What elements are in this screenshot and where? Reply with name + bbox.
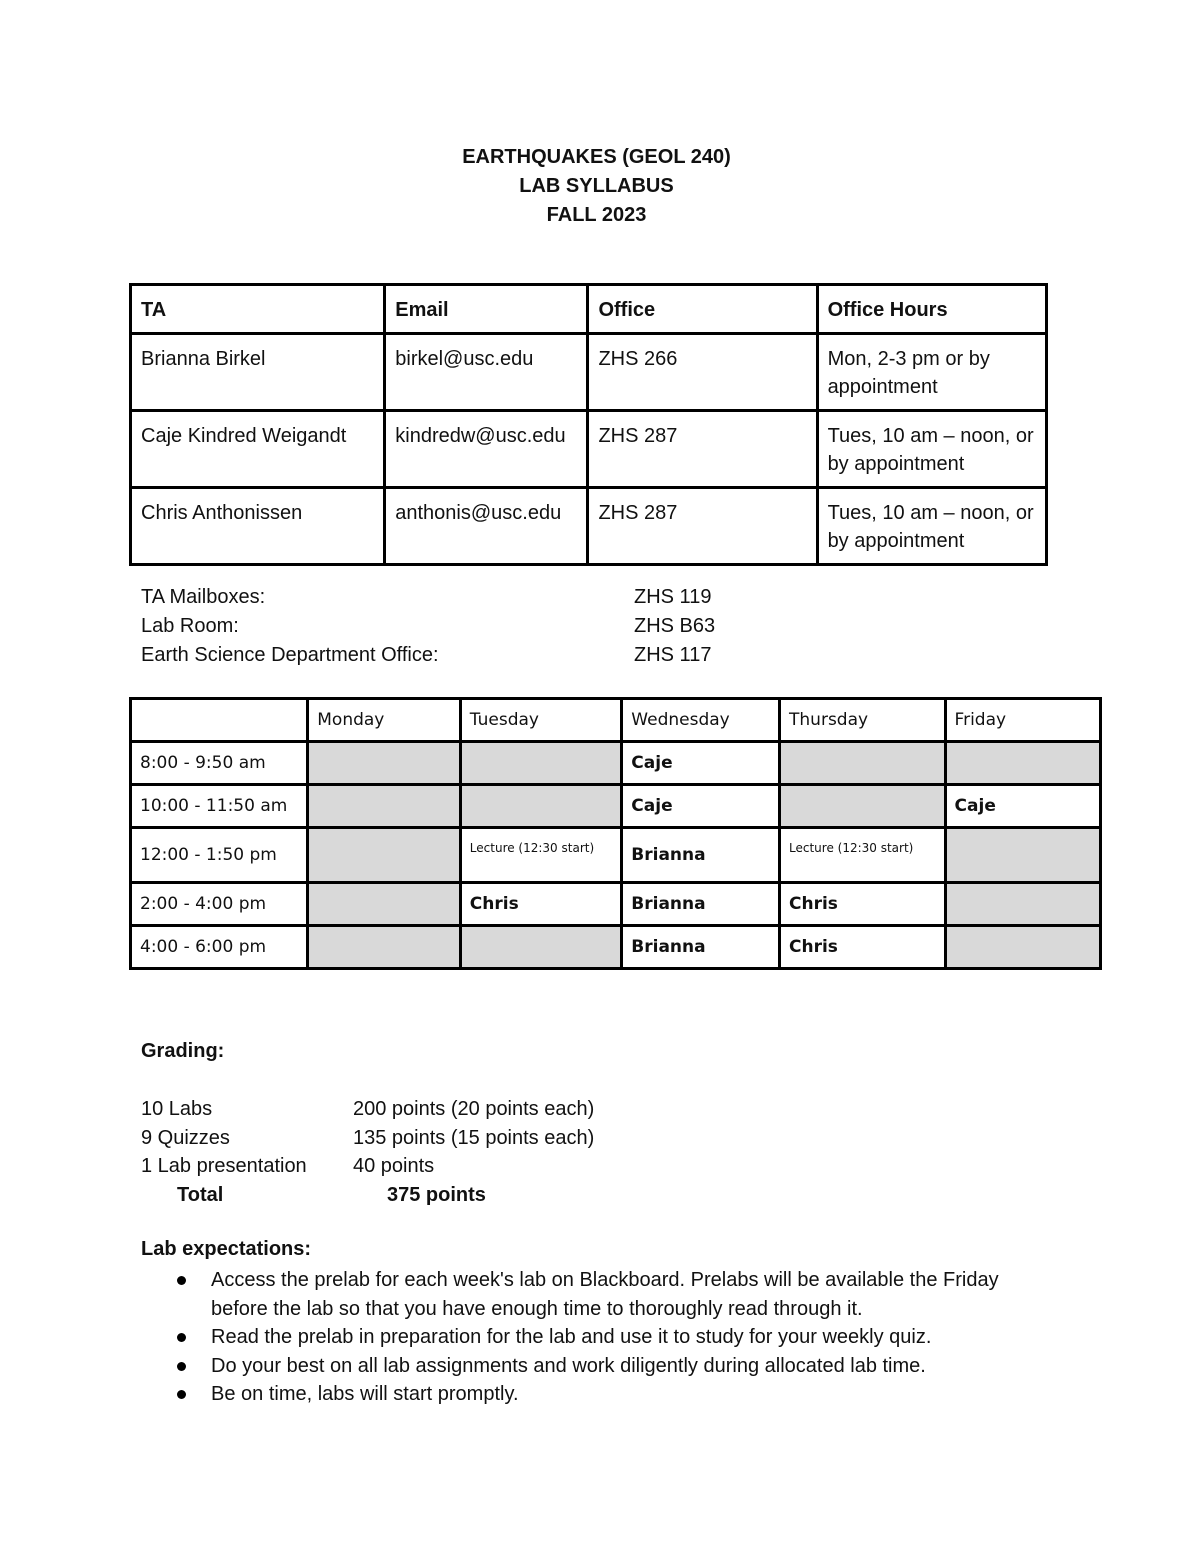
location-label: TA Mailboxes: <box>141 586 266 608</box>
schedule-cell-wednesday: Caje <box>622 785 780 828</box>
schedule-cell-friday <box>945 828 1100 883</box>
grading-total-row <box>141 1181 594 1210</box>
list-item <box>170 1266 1010 1323</box>
ta-office-hours: Tues, 10 am – noon, or by appointment <box>817 488 1046 565</box>
ta-header-email: Email <box>385 285 588 334</box>
schedule-row <box>131 828 1101 883</box>
office-hours-schedule <box>129 697 1102 970</box>
ta-office: ZHS 287 <box>588 488 817 565</box>
table-row <box>131 411 1047 488</box>
table-row <box>131 488 1047 565</box>
ta-office-hours: Tues, 10 am – noon, or by appointment <box>817 411 1046 488</box>
location-value: ZHS 119 <box>634 586 712 608</box>
schedule-cell-friday <box>945 883 1100 926</box>
ta-email[interactable]: anthonis@usc.edu <box>385 488 588 565</box>
schedule-cell-friday <box>945 926 1100 969</box>
grading-total-label: Total <box>177 1183 224 1206</box>
bullet-icon <box>177 1276 186 1285</box>
grading-row <box>141 1095 594 1124</box>
schedule-row <box>131 926 1101 969</box>
list-item-text: Access the prelab for each week's lab on Blackboard. Prelabs will be available the Friday before the lab so that you have enough time to thoroughly read through it. <box>211 1269 999 1320</box>
ta-email[interactable]: kindredw@usc.edu <box>385 411 588 488</box>
ta-office-hours: Mon, 2-3 pm or by appointment <box>817 334 1046 411</box>
ta-header-office: Office <box>588 285 817 334</box>
schedule-time: 8:00 - 9:50 am <box>131 742 308 785</box>
schedule-row <box>131 785 1101 828</box>
schedule-time: 10:00 - 11:50 am <box>131 785 308 828</box>
ta-email[interactable]: birkel@usc.edu <box>385 334 588 411</box>
grading-heading: Grading: <box>141 1040 225 1062</box>
list-item <box>170 1323 1010 1352</box>
schedule-cell-thursday <box>780 742 946 785</box>
grading-row <box>141 1152 594 1181</box>
schedule-cell-monday <box>308 883 461 926</box>
schedule-cell-tuesday <box>460 742 622 785</box>
schedule-cell-wednesday: Brianna <box>622 926 780 969</box>
schedule-cell-thursday: Chris <box>780 883 946 926</box>
schedule-cell-monday <box>308 742 461 785</box>
bullet-icon <box>177 1362 186 1371</box>
ta-name: Brianna Birkel <box>131 334 385 411</box>
schedule-time: 2:00 - 4:00 pm <box>131 883 308 926</box>
schedule-time: 4:00 - 6:00 pm <box>131 926 308 969</box>
location-value: ZHS B63 <box>634 615 716 637</box>
schedule-cell-friday: Caje <box>945 785 1100 828</box>
bullet-icon <box>177 1390 186 1399</box>
schedule-cell-tuesday <box>460 926 622 969</box>
location-label: Lab Room: <box>141 615 239 637</box>
table-row <box>131 334 1047 411</box>
day-thursday: Thursday <box>780 699 946 742</box>
grading-list <box>141 1095 594 1209</box>
syllabus-title: LAB SYLLABUS <box>519 175 674 197</box>
ta-table-header <box>131 285 1047 334</box>
bullet-icon <box>177 1333 186 1342</box>
list-item-text: Do your best on all lab assignments and work diligently during allocated lab time. <box>211 1354 926 1377</box>
schedule-cell-tuesday: Lecture (12:30 start) <box>460 828 622 883</box>
grading-points: 200 points (20 points each) <box>353 1098 595 1120</box>
schedule-corner <box>131 699 308 742</box>
ta-header-office-hours: Office Hours <box>817 285 1046 334</box>
schedule-cell-monday <box>308 785 461 828</box>
schedule-cell-thursday: Chris <box>780 926 946 969</box>
location-row <box>141 641 715 670</box>
grading-total-points: 375 points <box>387 1183 486 1206</box>
location-row <box>141 583 715 612</box>
ta-office: ZHS 287 <box>588 411 817 488</box>
schedule-cell-tuesday: Chris <box>460 883 622 926</box>
schedule-header <box>131 699 1101 742</box>
schedule-cell-wednesday: Brianna <box>622 828 780 883</box>
grading-row <box>141 1124 594 1153</box>
lab-expectations-list <box>170 1266 1010 1409</box>
lab-expectations-heading: Lab expectations: <box>141 1238 312 1260</box>
document-title <box>0 143 1193 230</box>
ta-header-ta: TA <box>131 285 385 334</box>
list-item <box>170 1352 1010 1381</box>
locations-list <box>141 583 715 670</box>
schedule-cell-friday <box>945 742 1100 785</box>
schedule-cell-thursday: Lecture (12:30 start) <box>780 828 946 883</box>
location-value: ZHS 117 <box>634 644 712 666</box>
grading-points: 135 points (15 points each) <box>353 1126 595 1149</box>
grading-points: 40 points <box>353 1155 435 1177</box>
ta-name: Chris Anthonissen <box>131 488 385 565</box>
day-tuesday: Tuesday <box>460 699 622 742</box>
day-wednesday: Wednesday <box>622 699 780 742</box>
course-title: EARTHQUAKES (GEOL 240) <box>462 146 731 168</box>
ta-table <box>129 283 1048 566</box>
schedule-time: 12:00 - 1:50 pm <box>131 828 308 883</box>
schedule-cell-wednesday: Caje <box>622 742 780 785</box>
day-friday: Friday <box>945 699 1100 742</box>
location-label: Earth Science Department Office: <box>141 644 439 666</box>
day-monday: Monday <box>308 699 461 742</box>
list-item-text: Read the prelab in preparation for the lab and use it to study for your weekly quiz. <box>211 1326 932 1348</box>
schedule-cell-monday <box>308 828 461 883</box>
ta-office: ZHS 266 <box>588 334 817 411</box>
schedule-cell-tuesday <box>460 785 622 828</box>
grading-item: 10 Labs <box>141 1098 213 1120</box>
grading-item: 9 Quizzes <box>141 1126 230 1149</box>
list-item <box>170 1380 1010 1409</box>
schedule-cell-wednesday: Brianna <box>622 883 780 926</box>
schedule-row <box>131 883 1101 926</box>
location-row <box>141 612 715 641</box>
schedule-cell-monday <box>308 926 461 969</box>
schedule-row <box>131 742 1101 785</box>
schedule-cell-thursday <box>780 785 946 828</box>
ta-name: Caje Kindred Weigandt <box>131 411 385 488</box>
grading-item: 1 Lab presentation <box>141 1155 307 1177</box>
term-title: FALL 2023 <box>546 204 647 226</box>
list-item-text: Be on time, labs will start promptly. <box>211 1383 519 1405</box>
